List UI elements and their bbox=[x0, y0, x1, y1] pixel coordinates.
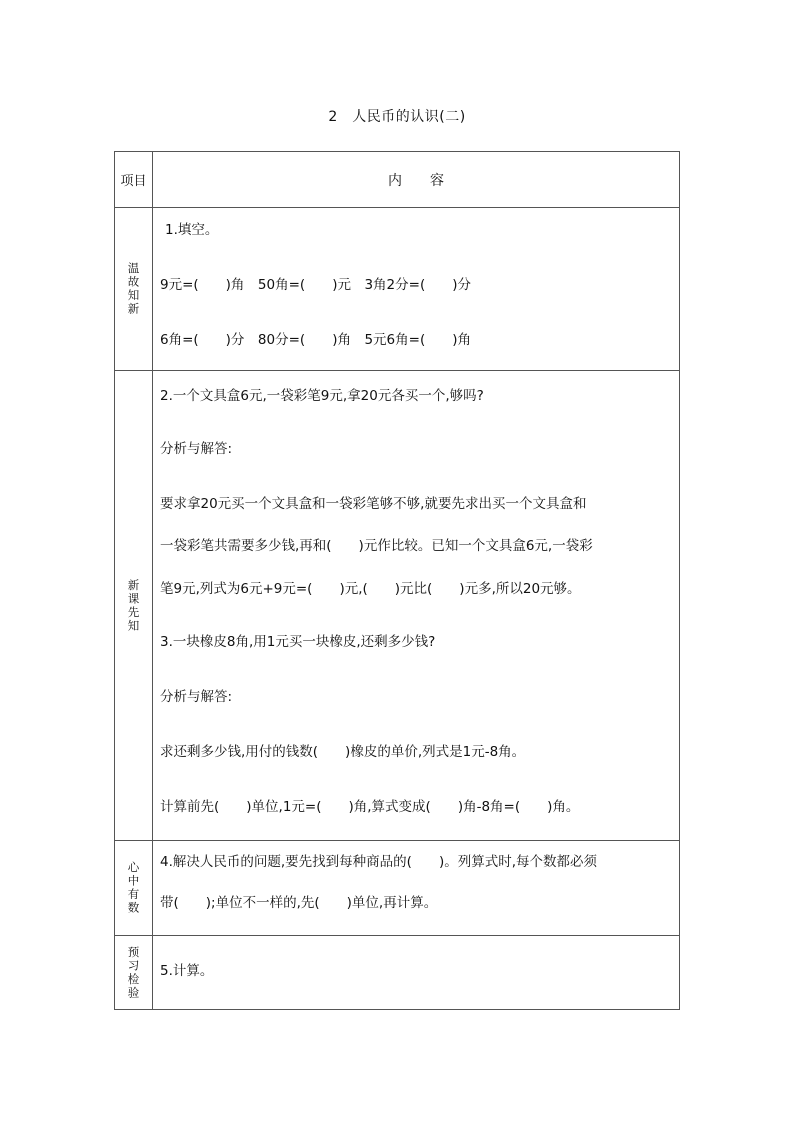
question-1-heading: 1.填空。 bbox=[165, 222, 219, 238]
header-item-label: 项目 bbox=[120, 174, 147, 189]
row-label-summary bbox=[115, 841, 152, 935]
page-title: 2 人民币的认识(二) bbox=[328, 109, 466, 125]
column-divider bbox=[152, 152, 153, 1009]
row-label-check bbox=[115, 936, 152, 1010]
analysis-line-2: 一袋彩笔共需要多少钱,再和( )元作比较。已知一个文具盒6元,一袋彩 bbox=[160, 538, 593, 554]
question-1-line-1: 9元=( )角 50角=( )元 3角2分=( )分 bbox=[160, 277, 471, 293]
question-4-line-1: 4.解决人民币的问题,要先找到每种商品的( )。列算式时,每个数都必须 bbox=[160, 854, 597, 870]
analysis-label: 分析与解答: bbox=[160, 441, 233, 457]
question-2-text: 2.一个文具盒6元,一袋彩笔9元,拿20元各买一个,够吗? bbox=[160, 388, 484, 404]
analysis-label: 分析与解答: bbox=[160, 689, 233, 705]
analysis-line-5: 计算前先( )单位,1元=( )角,算式变成( )角-8角=( )角。 bbox=[160, 799, 580, 815]
question-5-text: 5.计算。 bbox=[160, 963, 214, 979]
row-label-text: 心中有数 bbox=[126, 861, 141, 915]
worksheet-table bbox=[114, 151, 680, 1010]
row-divider bbox=[115, 935, 679, 936]
row-label-review bbox=[115, 208, 152, 370]
question-3-text: 3.一块橡皮8角,用1元买一块橡皮,还剩多少钱? bbox=[160, 634, 436, 650]
analysis-line-3: 笔9元,列式为6元+9元=( )元,( )元比( )元多,所以20元够。 bbox=[160, 581, 581, 597]
row-divider bbox=[115, 840, 679, 841]
header-content-label: 内 容 bbox=[388, 172, 444, 189]
row-label-preview bbox=[115, 371, 152, 840]
row-divider bbox=[115, 207, 679, 208]
row-label-text: 温故知新 bbox=[126, 262, 141, 316]
analysis-line-1: 要求拿20元买一个文具盒和一袋彩笔够不够,就要先求出买一个文具盒和 bbox=[160, 496, 587, 512]
row-divider bbox=[115, 370, 679, 371]
question-4-line-2: 带( );单位不一样的,先( )单位,再计算。 bbox=[160, 895, 438, 911]
question-1-line-2: 6角=( )分 80分=( )角 5元6角=( )角 bbox=[160, 332, 471, 348]
row-label-text: 新课先知 bbox=[126, 578, 141, 633]
analysis-line-4: 求还剩多少钱,用付的钱数( )橡皮的单价,列式是1元-8角。 bbox=[160, 744, 526, 760]
row-label-text: 预习检验 bbox=[126, 946, 141, 1000]
